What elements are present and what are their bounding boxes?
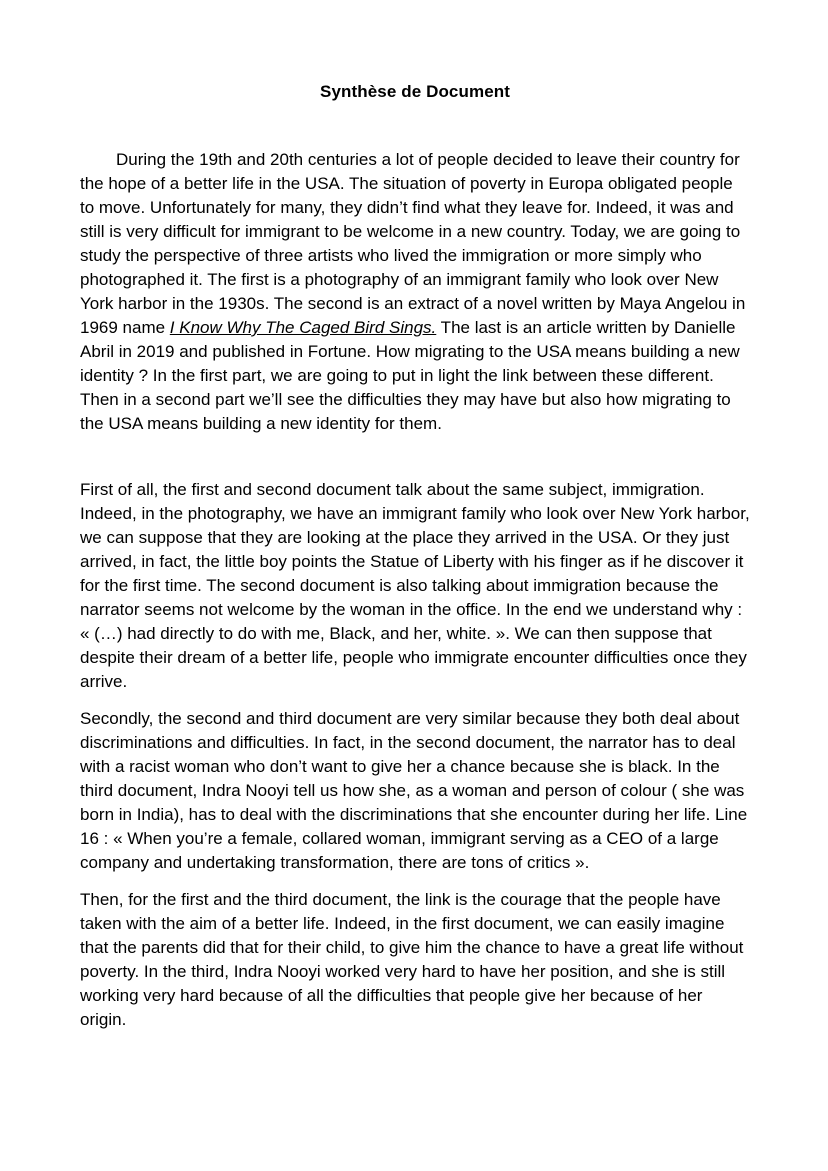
body-paragraph-2: Secondly, the second and third document are very similar because they both deal about discriminations and difficulties. In fact, in the second document, the narrator has to deal with a racist woman who don’t want to give her a chance because she is black. In the third document, Indra Nooyi tell us how she, as a woman and person of colour ( she was born in India), has to deal with the discriminations that she encounter during her life. Line 16 : « When you’re a female, collared woman, immigrant serving as a CEO of a large company and undertaking transformation, there are tons of critics ». [80,709,748,872]
body-paragraph-1: First of all, the first and second document talk about the same subject, immigration. Indeed, in the photography, we have an immigrant family who look over New York harbor, we can suppose that they are looking at the place they arrived in the USA. Or they just arrived, in fact, the little boy points the Statue of Liberty with his finger as if he discover it for the first time. The second document is also talking about immigration because the narrator seems not welcome by the woman in the office. In the end we understand why : « (…) had directly to do with me, Black, and her, white. ». We can then suppose that despite their dream of a better life, people who immigrate encounter difficulties once they arrive. [80,480,750,691]
body-paragraph-3: Then, for the first and the third document, the link is the courage that the people have taken with the aim of a better life. Indeed, in the first document, we can easily imagine that the parents did that for their child, to give him the chance to have a great life without poverty. In the third, Indra Nooyi worked very hard to have her position, and she is still working very hard because of all the difficulties that people give her because of her origin. [80,890,744,1029]
intro-text-before-book: During the 19th and 20th centuries a lot of people decided to leave their country for the hope of a better life in the USA. The situation of poverty in Europa obligated people to move. Unfortunately for many, they didn’t find what they leave for. Indeed, it was and still is very difficult for immigrant to be welcome in a new country. Today, we are going to study the perspective of three artists who lived the immigration or more simply who photographed it. The first is a photography of an immigrant family who look over New York harbor in the 1930s. The second is an extract of a novel written by Maya Angelou in 1969 name [80,150,746,337]
document-title: Synthèse de Document [320,82,510,101]
intro-text-after-book: The last is an article written by Danielle Abril in 2019 and published in Fortune. How migrating to the USA means building a new identity ? In the first part, we are going to put in light the link between these different. Then in a second part we’ll see the difficulties they may have but also how migrating to the USA means building a new identity for them. [80,318,740,433]
intro-paragraph [80,148,750,436]
book-title: I Know Why The Caged Bird Sings. [169,318,437,337]
